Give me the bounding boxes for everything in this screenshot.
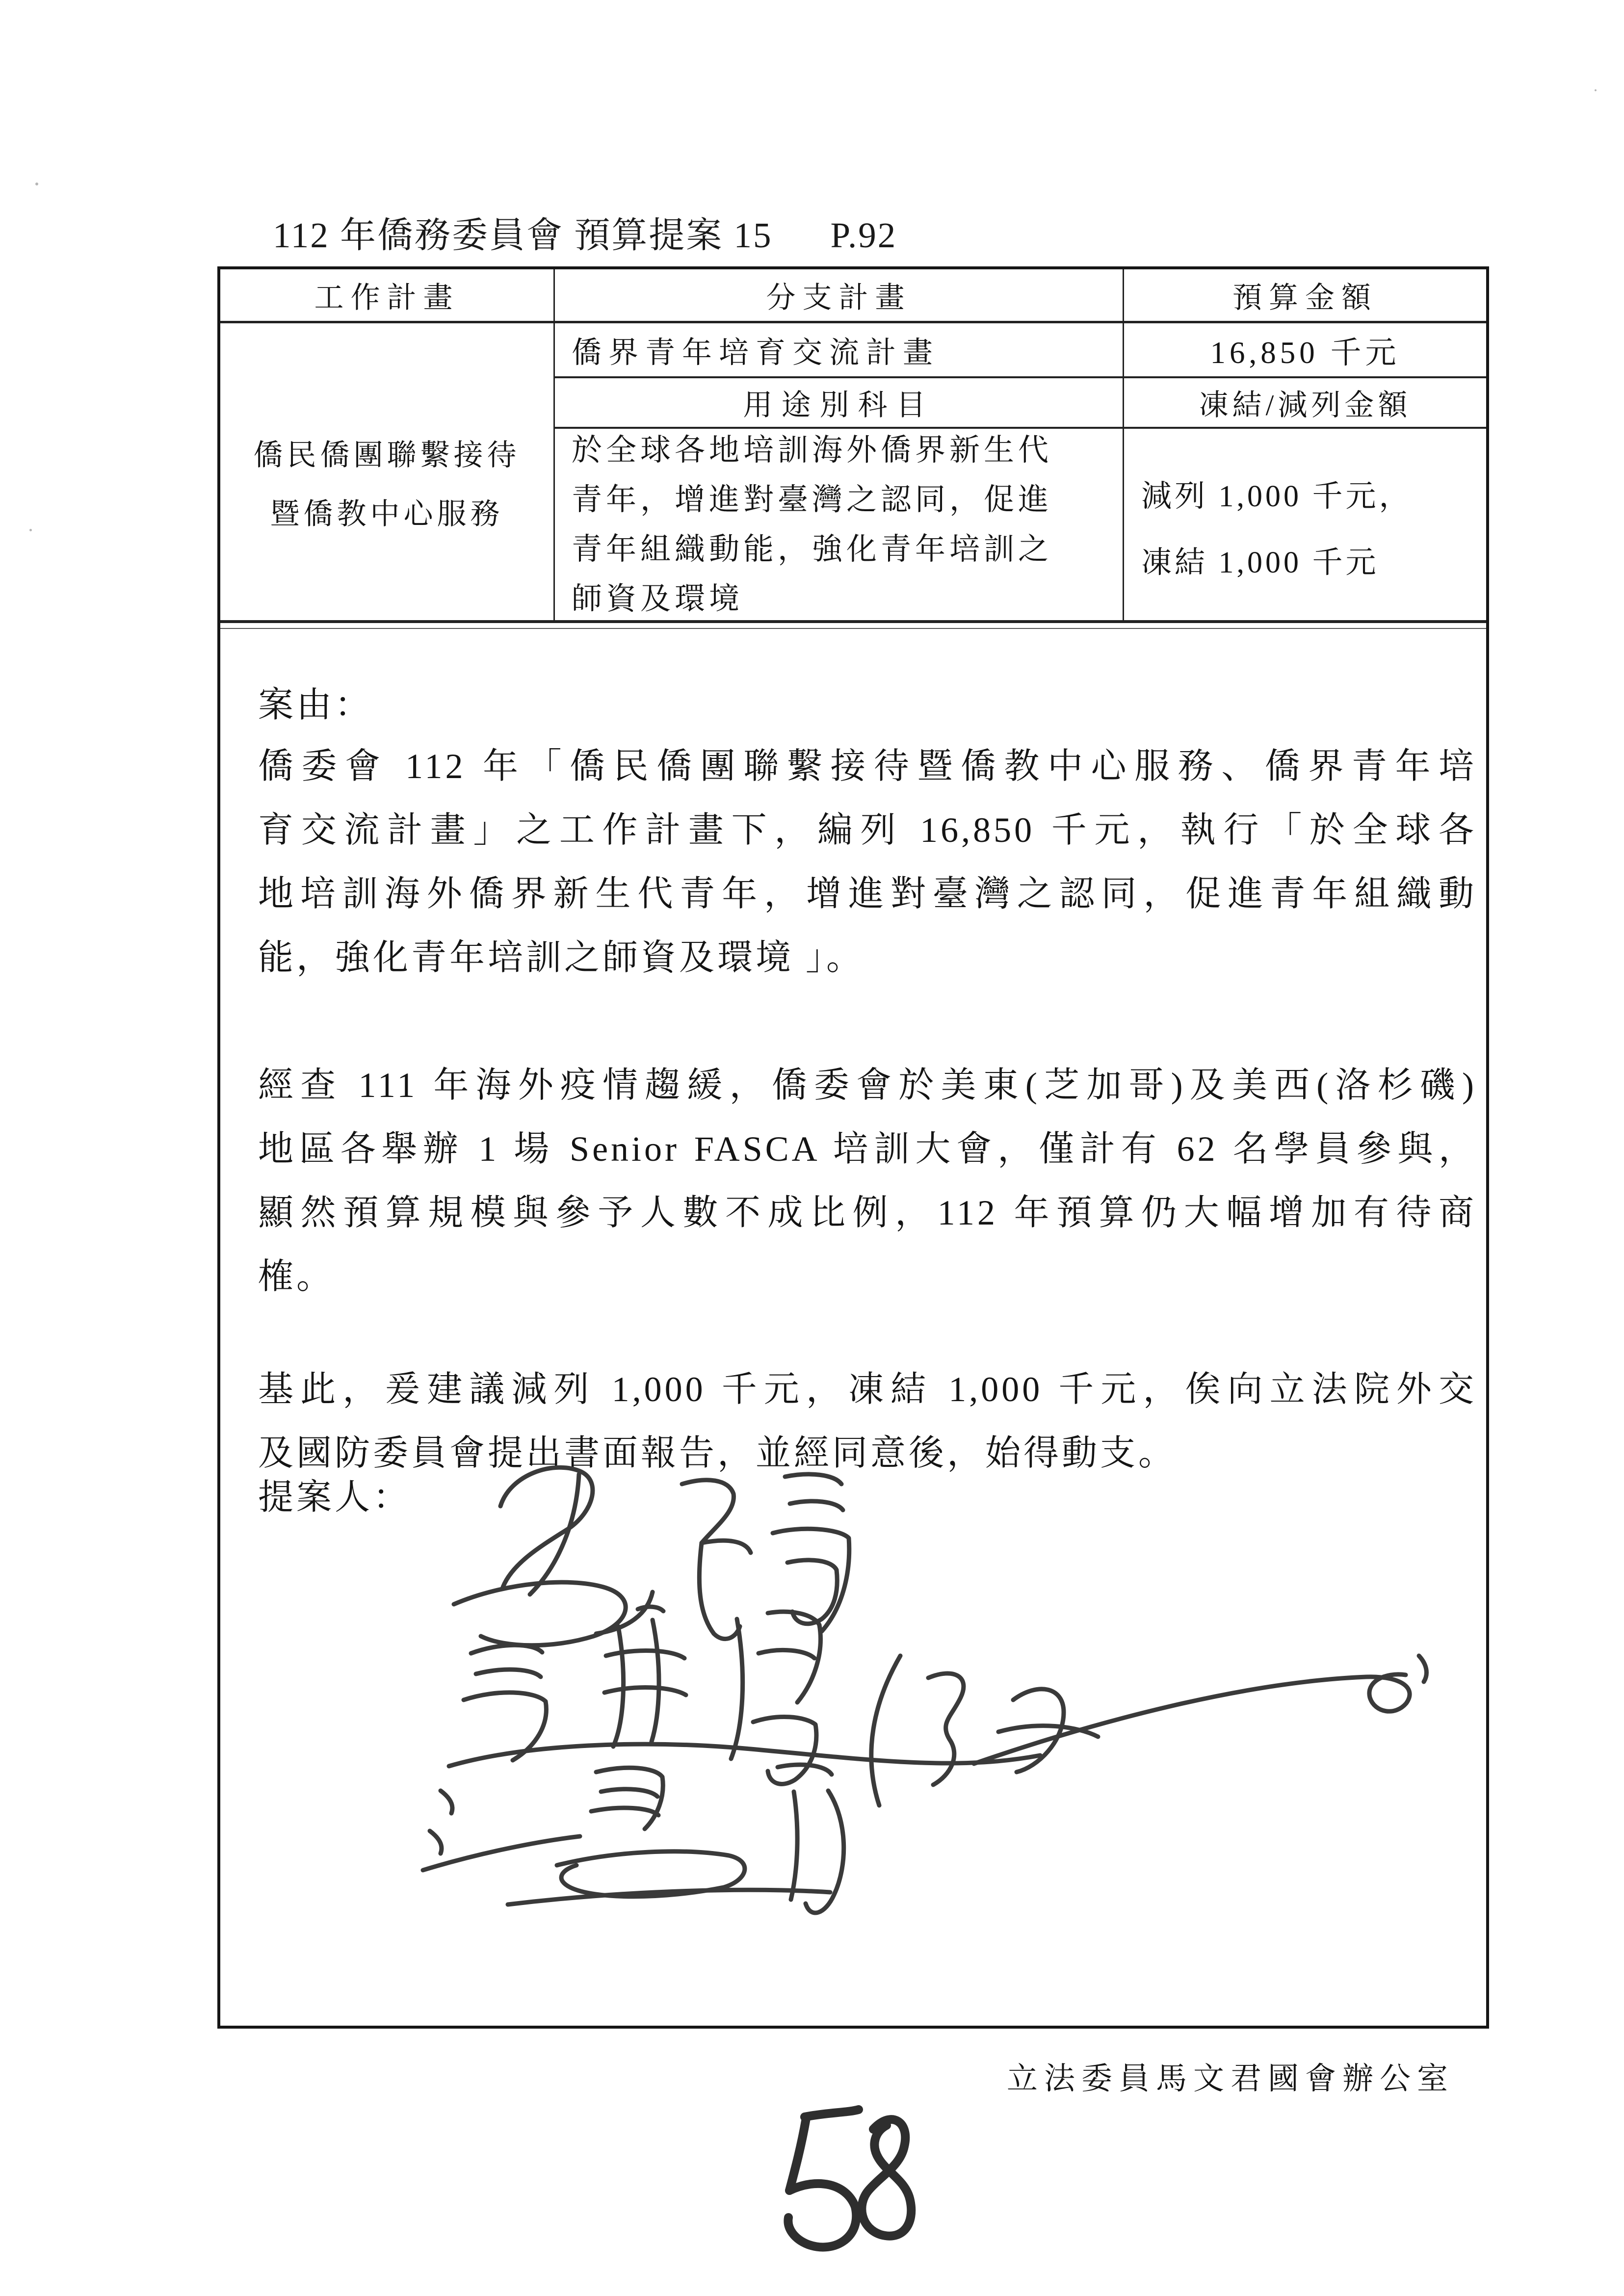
work-plan-line-2: 暨僑教中心服務 — [270, 498, 504, 530]
paragraph-3-line-2: 及國防委員會提出書面報告，並經同意後，始得動支。 — [258, 1434, 1177, 1473]
freeze-detail-line-1: 減列 1,000 千元， — [1141, 480, 1413, 513]
paragraph-1-line-3: 地培訓海外僑界新生代青年，增進對臺灣之認同，促進青年組織動 — [258, 874, 1477, 913]
footer-office: 立法委員馬文君國會辦公室 — [1007, 2061, 1454, 2096]
signature-2 — [449, 1607, 1040, 1784]
signatures-overlay — [407, 1447, 1447, 1953]
table-cell-freeze-detail — [1141, 464, 1486, 596]
signature-4 — [871, 1656, 1427, 1805]
table-header-work-plan: 工作計畫 — [314, 281, 460, 314]
paragraph-1-line-1: 僑委會 112 年「僑民僑團聯繫接待暨僑教中心服務、僑界青年培 — [258, 747, 1477, 786]
table-cell-usage-header: 用途別科目 — [743, 389, 935, 421]
work-plan-line-1: 僑民僑團聯繫接待 — [253, 439, 521, 471]
document-title: 112 年僑務委員會 預算提案 15 — [273, 215, 773, 255]
handwritten-page-number-58 — [758, 2095, 920, 2262]
usage-detail-line-1: 於全球各地培訓海外僑界新生代 — [572, 434, 1053, 467]
table-header-budget-amount: 預算金額 — [1232, 281, 1378, 314]
paragraph-2-line-1: 經查 111 年海外疫情趨緩，僑委會於美東(芝加哥)及美西(洛杉磯) — [258, 1066, 1477, 1105]
paragraph-2 — [258, 1053, 1477, 1308]
table-bottom-border-shadow — [220, 628, 1486, 629]
paragraph-2-line-4: 榷。 — [258, 1257, 335, 1296]
case-label: 案由： — [258, 685, 373, 725]
table-cell-sub-plan: 僑界青年培育交流計畫 — [572, 336, 940, 369]
usage-detail-line-2: 青年，增進對臺灣之認同，促進 — [572, 483, 1053, 517]
page-reference: P.92 — [830, 215, 897, 255]
usage-detail-line-4: 師資及環境 — [572, 582, 744, 616]
table-cell-budget-amount: 16,850 千元 — [1210, 335, 1400, 370]
scan-speck — [35, 183, 38, 185]
scan-speck — [29, 529, 32, 531]
paragraph-2-line-3: 顯然預算規模與參予人數不成比例，112 年預算仍大幅增加有待商 — [258, 1193, 1477, 1232]
paragraph-1-line-2: 育交流計畫」之工作計畫下，編列 16,850 千元，執行「於全球各 — [258, 810, 1477, 850]
table-cell-usage-detail — [572, 426, 1124, 624]
table-cell-freeze-header: 凍結/減列金額 — [1199, 389, 1412, 421]
signature-3 — [423, 1765, 844, 1913]
proposer-label: 提案人： — [258, 1478, 412, 1517]
table-cell-work-plan — [220, 426, 553, 544]
paragraph-1-line-4: 能，強化青年培訓之師資及環境 」。 — [258, 938, 865, 977]
paragraph-2-line-2: 地區各舉辦 1 場 Senior FASCA 培訓大會，僅計有 62 名學員參與， — [258, 1129, 1477, 1169]
document-title-row — [273, 211, 897, 260]
freeze-detail-line-2: 凍結 1,000 千元 — [1141, 546, 1379, 579]
paragraph-3-line-1: 基此，爰建議減列 1,000 千元，凍結 1,000 千元，俟向立法院外交 — [258, 1370, 1477, 1409]
paragraph-1 — [258, 734, 1477, 990]
usage-detail-line-3: 青年組織動能，強化青年培訓之 — [572, 533, 1053, 566]
scan-speck — [1595, 89, 1597, 91]
digit-5 — [788, 2110, 859, 2247]
digit-8 — [862, 2119, 911, 2236]
table-header-sub-plan: 分支計畫 — [766, 281, 912, 314]
